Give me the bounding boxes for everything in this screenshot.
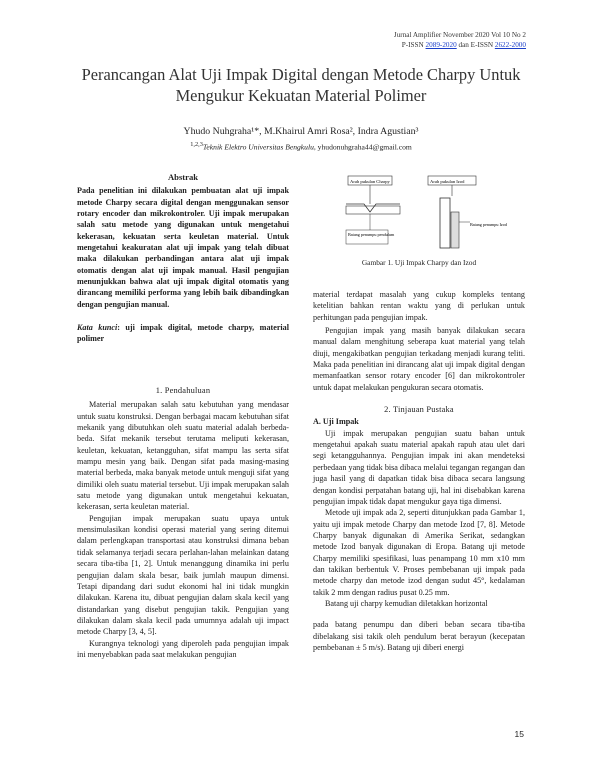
- section-1-para-3-continued: material terdapat masalah yang cukup kompleks tentang ketelitian bahkan rentan waktu yang di perlukan untuk perhitungan pada pengujian impak.: [313, 290, 525, 322]
- issn-print-link[interactable]: 2089-2020: [425, 41, 457, 49]
- section-1-para-2: Pengujian impak merupakan suatu upaya untuk mensimulasikan kondisi operasi material yang sering ditemui dalam perlengkapan transportasi atau konstruksi dimana beban tidak selamanya terjadi secara perlahan-lahan melainkan datang secara tiba-tiba [1, 2]. Untuk menanggung dinamika ini perlu pengujian dalam skala besar, baik jumlah maupun dimensi. Tetapi dipandang dari sudut ekonomi hal ini tidak mungkin dilakukan. Karena itu, dibuat pengujian dalam skala kecil yang distandarkan yang disebut pengujian takik. Pengujian yang dilakukan dalam skala kecil pada umumnya adalah uji impact metode Charpy [3, 4, 5].: [77, 513, 289, 637]
- section-1-para-1: Material merupakan salah satu kebutuhan yang mendasar untuk suatu konstruksi. Dengan berbagai macam kebutuhan sifat mekanik yang dibutuhkan oleh suatu material adalah berbeda-beda. Sifat mekanik tersebut terutama meliputi kekerasan, keuletan, kekuatan, ketangguhan, sifat mampu las serta sifat mampu mesin yang baik. Dengan sifat pada masing-masing material berbeda, maka banyak metode untuk menguji sifat yang dimiliki oleh suatu material tersebut. Uji impak merupakan salah satu metode yang digunakan untuk mengetahui kekuatan, kekerasan, serta keuletan material.: [77, 400, 289, 512]
- page-number: 15: [514, 729, 524, 739]
- section-1-para-3: Kurangnya teknologi yang diperoleh pada pengujian impak ini menyebabkan pada saat melakukan pengujian: [77, 638, 289, 659]
- section-2-heading: 2. Tinjauan Pustaka: [384, 405, 454, 415]
- section-1-block: [77, 385, 289, 660]
- section-1-para-4: Pengujian impak yang masih banyak dilakukan secara manual dalam menghitung seberapa kuat material yang telah diuji, mengakibatkan pengujian terkadang menjadi kurang teliti. Maka pada penelitian ini dirancang alat uji impak digital dengan memanfaatkan sensor rotary encoder [6] dan mikrokontroler untuk dapat melakukan pengukuran secara otomatis.: [313, 326, 525, 392]
- figure-box-1-text: Arah pukulan Charpy: [350, 179, 390, 184]
- section-2-para-2: Metode uji impak ada 2, seperti ditunjukkan pada Gambar 1, yaitu uji impak metode Charpy dan metode Izod [7, 8]. Metode Charpy banyak digunakan di Amerika Serikat, sedangkan metode Izod banyak digunakan di Eropa. Batang uji metode Charpy memiliki spesifikasi, luas penampang 10 mm x10 mm dan takikan berbentuk V. Proses pembebanan uji impak pada metode charpy dan metode izod dengan sudut 45°, kedalaman takik 2 mm dengan radius pusat 0.25 mm.: [313, 508, 525, 597]
- figure-charpy-izod: [340, 172, 510, 262]
- journal-issn: P-ISSN 2089-2020 dan E-ISSN 2622-2000: [401, 41, 526, 49]
- abstract-body: Pada penelitian ini dilakukan pembuatan alat uji impak metode Charpy secara digital dengan menggunakan sensor rotary encoder dan mikrokontroler. Uji impak merupakan salah satu metode yang digunakan untuk mengetahui kekerasan, kekuatan serta keuletan material. Untuk mengetahui keakuratan alat uji impak yang telah dibuat maka dilakukan perbandingan antara alat uji impak otomatis dengan alat uji impak manual. Hasil pengujian menunjukkan bahwa alat uji impak digital otomatis yang dirancang memiliki performa yang lebih baik dibandingkan dengan pengujian manual.: [77, 186, 289, 309]
- issn-online-link[interactable]: 2622-2000: [494, 41, 526, 49]
- paper-authors: Yhudo Nuhgraha¹*, M.Khairul Amri Rosa², Indra Agustian³: [183, 126, 419, 137]
- figure-box-4-text: Batang penumpu Izod: [470, 222, 507, 227]
- paper-affiliation: $^{1,2,3}$Teknik Elektro Universitas Bengkulu, yhudonuhgraha44@gmail.com: [190, 141, 412, 152]
- paper-title: Perancangan Alat Uji Impak Digital dengan Metode Charpy Untuk Mengukur Kekuatan Material Polimer: [81, 65, 521, 105]
- journal-header: [394, 30, 526, 50]
- section-2-para-3: Batang uji charpy kemudian diletakkan horizontal: [325, 598, 488, 608]
- right-column-block: [313, 289, 525, 653]
- figure-box-2-text: Arah pukulan Izod: [430, 179, 465, 184]
- figure-caption: Gambar 1. Uji Impak Charpy dan Izod: [361, 258, 477, 267]
- figure-box-3-text: Batang penumpu pendulum: [348, 232, 395, 237]
- abstract-heading: Abstrak: [167, 172, 199, 182]
- section-2-para-3-continued: pada batang penumpu dan diberi beban secara tiba-tiba dibelakang sisi takik oleh pendulum berat berayun (kecepatan pembebanan ± 5 m/s). Batang uji diberi energi: [313, 620, 525, 652]
- section-2-para-1: Uji impak merupakan pengujian suatu bahan untuk mengetahui apakah suatu material apakah rapuh atau ulet dari segi ketangguhannya. Pengujian impak ini akan mendeteksi perbedaan yang tidak bisa dibaca melalui tegangan regangan dan juga hasil yang di dapatkan tidak bisa dibaca secara langsung dengan kondisi perpatahan batang uji, hal ini disebabkan karena pengujian impak tidak dapat mengukur gaya tiga dimensi.: [313, 428, 525, 506]
- section-1-heading: 1. Pendahuluan: [155, 386, 211, 395]
- abstract-block: [77, 172, 289, 345]
- journal-issue: Jurnal Amplifier November 2020 Vol 10 No 2: [393, 31, 526, 39]
- subsection-a-heading: A. Uji Impak: [313, 417, 359, 427]
- keywords: Kata kunci: uji impak digital, metode charpy, material polimer: [77, 323, 289, 344]
